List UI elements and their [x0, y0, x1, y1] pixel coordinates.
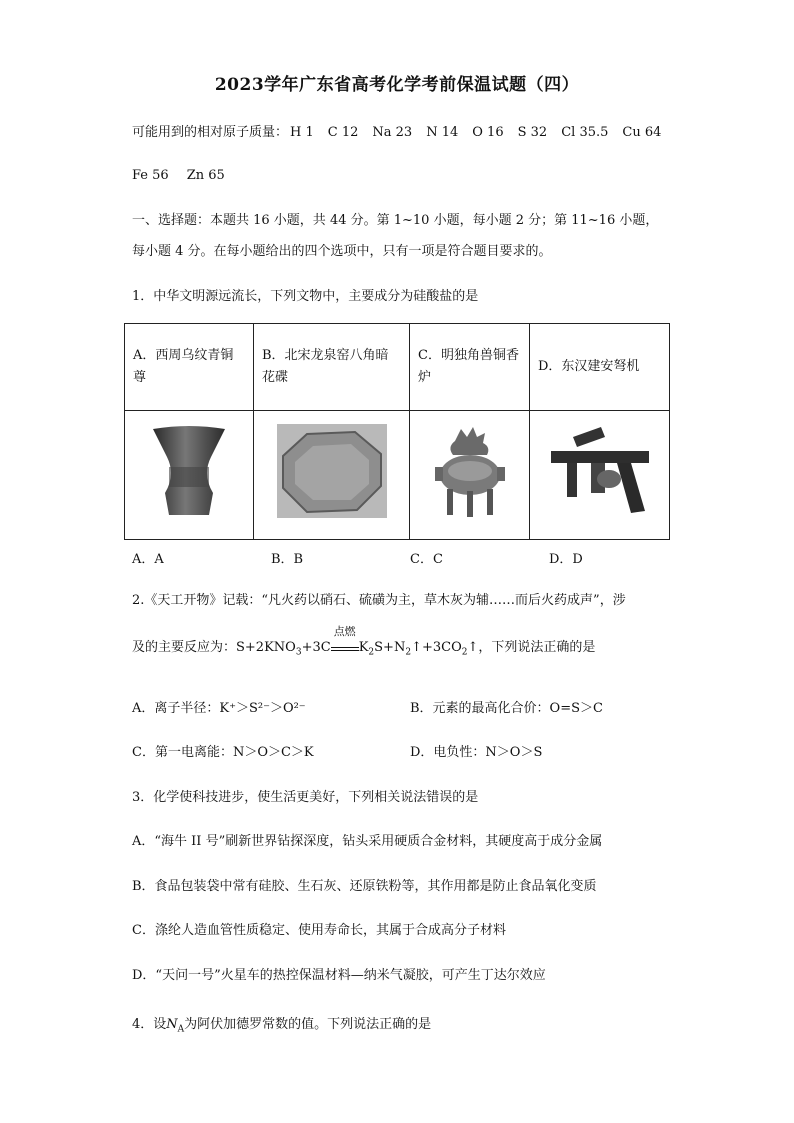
q1-option-c-cell	[410, 324, 530, 411]
crossbow-trigger-image	[545, 423, 655, 519]
q3-option-d[interactable]: D．“天问一号”火星车的热控保温材料—纳米气凝胶，可产生丁达尔效应	[132, 968, 546, 983]
mass-item: C 12	[327, 125, 359, 140]
q4-stem-prefix: 4．设	[132, 1017, 167, 1032]
q1-answer-d[interactable]: D．D	[549, 552, 583, 567]
q1-option-a-line1: A．西周乌纹青铜	[133, 348, 234, 363]
q2-reaction-product2: S+N	[374, 640, 406, 655]
mass-item: Cl 35.5	[561, 125, 609, 140]
q3-option-a[interactable]: A．“海牛 II 号”刷新世界钻探深度，钻头采用硬质合金材料，其硬度高于成分金属	[132, 834, 603, 849]
q2-option-d[interactable]: D．电负性：N＞O＞S	[410, 745, 543, 760]
q4-stem	[132, 1016, 431, 1039]
q2-condition-label: 点燃	[333, 625, 356, 638]
q2-reaction-mid: +3C	[301, 640, 331, 655]
q3-option-c[interactable]: C．涤纶人造血管性质稳定、使用寿命长，其属于合成高分子材料	[132, 923, 506, 938]
q1-options-table	[124, 323, 670, 540]
mass-item: Fe 56	[132, 168, 169, 183]
mass-item: H 1	[290, 125, 314, 140]
q1-image-b-cell	[254, 411, 410, 540]
q2-option-b[interactable]: B．元素的最高化合价：O=S＞C	[410, 701, 603, 716]
q1-option-b-line2: 花碟	[262, 370, 289, 385]
q2-reaction-condition	[331, 625, 359, 651]
bronze-zun-vessel-image	[149, 423, 229, 519]
q2-reaction-prefix: 及的主要反应为：S+2KNO	[132, 640, 296, 655]
q1-answer-a[interactable]: A．A	[132, 552, 164, 567]
q1-option-a-cell	[125, 324, 254, 411]
section-instructions-line1: 一、选择题：本题共 16 小题，共 44 分。第 1~10 小题，每小题 2 分；第 11~16 小题，	[132, 213, 659, 228]
q1-answer-c[interactable]: C．C	[410, 552, 443, 567]
page-title: 2023学年广东省高考化学考前保温试题（四）	[214, 75, 580, 95]
unicorn-bronze-censer-image	[427, 423, 513, 519]
octagonal-celadon-dish-image	[277, 424, 387, 518]
mass-item: Cu 64	[622, 125, 662, 140]
q4-avogadro-subscript: A	[177, 1024, 185, 1035]
q1-image-d-cell	[530, 411, 670, 540]
mass-item: Na 23	[372, 125, 413, 140]
q3-option-b[interactable]: B．食品包装袋中常有硅胶、生石灰、还原铁粉等，其作用都是防止食品氧化变质	[132, 879, 597, 894]
q2-reaction-suffix: ↑+3CO	[411, 640, 462, 655]
q1-stem: 1．中华文明源远流长，下列文物中，主要成分为硅酸盐的是	[132, 289, 479, 304]
q4-stem-suffix: 为阿伏加德罗常数的值。下列说法正确的是	[184, 1017, 432, 1032]
q1-option-d-line1: D．东汉建安弩机	[538, 359, 640, 374]
q1-image-a-cell	[125, 411, 254, 540]
mass-item: Zn 65	[186, 168, 225, 183]
q2-stem-line1: 2.《天工开物》记载：“凡火药以硝石、硫磺为主，草木灰为辅……而后火药成声”，涉	[132, 593, 626, 608]
q1-option-b-line1: B．北宋龙泉窑八角暗	[262, 348, 389, 363]
q3-stem: 3．化学使科技进步，使生活更美好，下列相关说法错误的是	[132, 790, 479, 805]
atomic-masses-line2	[132, 167, 239, 185]
equals-sign	[331, 647, 359, 651]
atomic-masses-label: 可能用到的相对原子质量：	[132, 125, 289, 140]
q1-option-d-cell	[530, 324, 670, 411]
q1-option-c-line2: 炉	[418, 370, 432, 385]
q2-option-c[interactable]: C．第一电离能：N＞O＞C＞K	[132, 745, 314, 760]
atomic-masses-line1	[132, 124, 675, 142]
q2-option-a[interactable]: A．离子半径：K⁺＞S²⁻＞O²⁻	[132, 701, 306, 716]
q2-reaction-end: ↑，下列说法正确的是	[467, 640, 596, 655]
q1-option-a-line2: 尊	[133, 370, 147, 385]
mass-item: N 14	[426, 125, 459, 140]
mass-item: O 16	[472, 125, 504, 140]
mass-item: S 32	[517, 125, 548, 140]
q2-stem-line2: 及的主要反应为：$S+2KNO_3+3C$ 点燃 $K_2S+N_2↑+3CO_2↑$，下列说法正确的是	[132, 625, 596, 658]
q1-image-c-cell	[410, 411, 530, 540]
q1-option-c-line1: C．明独角兽铜香	[418, 348, 519, 363]
q4-avogadro-symbol: N	[166, 1017, 178, 1032]
q1-answer-b[interactable]: B．B	[271, 552, 304, 567]
section-instructions-line2: 每小题 4 分。在每小题给出的四个选项中，只有一项是符合题目要求的。	[132, 244, 552, 259]
q1-option-b-cell	[254, 324, 410, 411]
q2-reaction-product: K	[358, 640, 369, 655]
